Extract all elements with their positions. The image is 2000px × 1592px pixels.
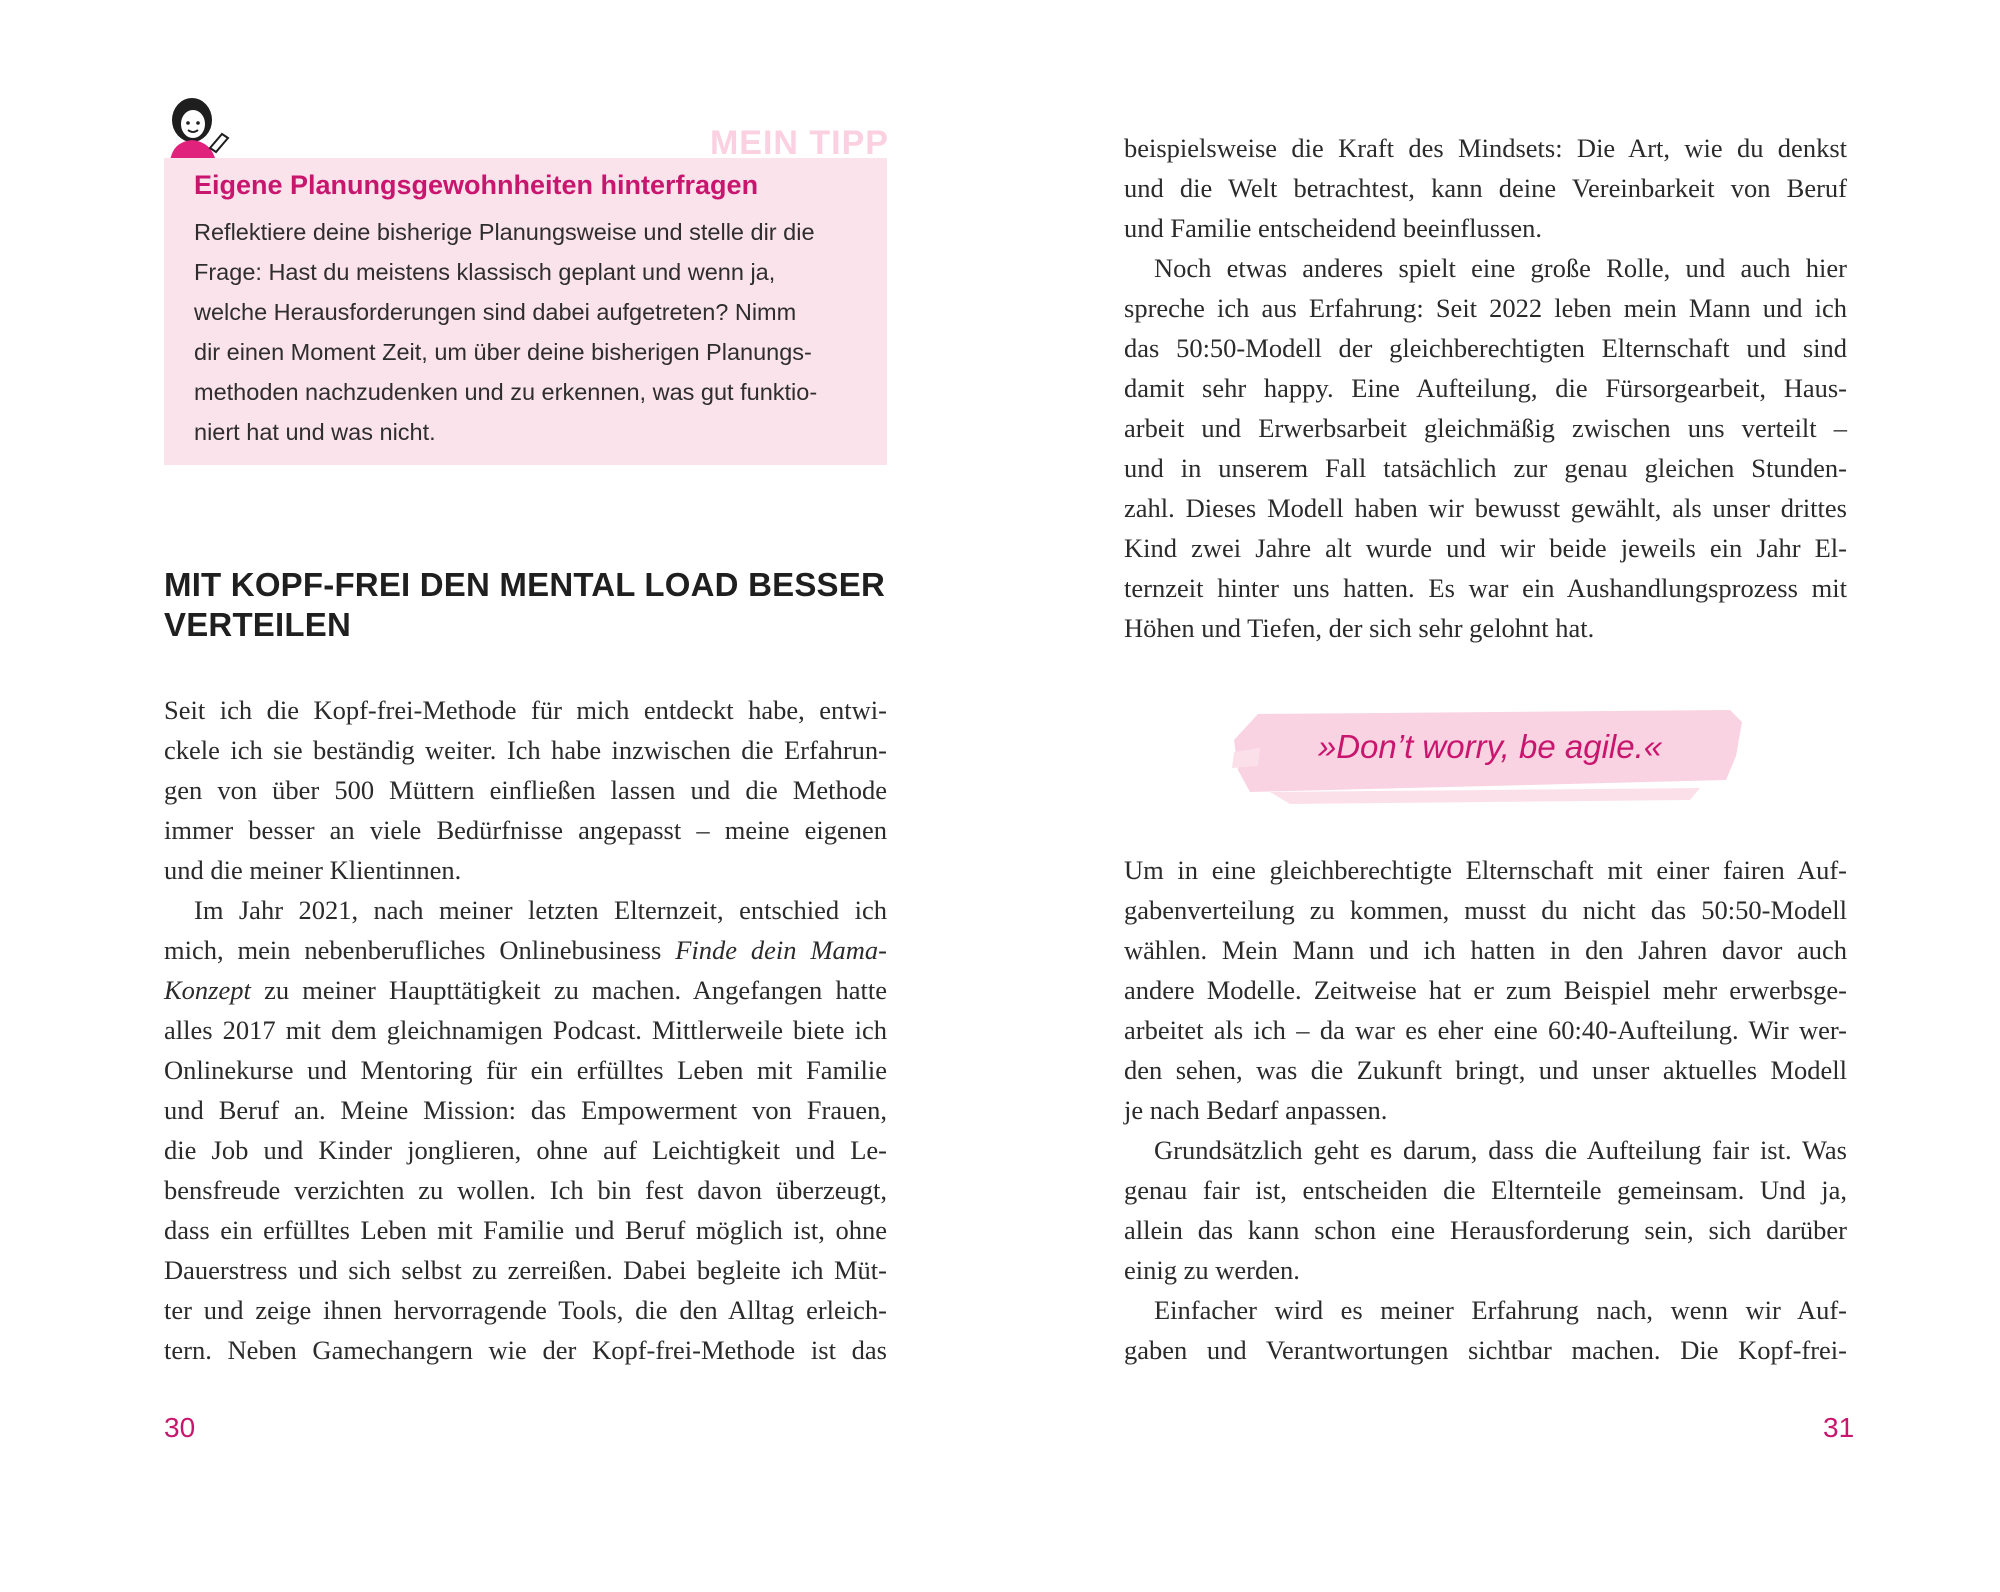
tip-body (194, 212, 854, 452)
body-line: gen von über 500 Müttern einfließen lassen und die Methode (164, 775, 887, 805)
body-line: allein das kann schon eine Herausforderung sein, sich darüber (1124, 1215, 1847, 1245)
body-line: je nach Bedarf anpassen. (1124, 1095, 1388, 1125)
tip-box (164, 124, 889, 465)
body-line: Noch etwas anderes spielt eine große Rolle, und auch hier (1154, 253, 1847, 283)
tip-line: Frage: Hast du meistens klassisch geplant und wenn ja, (194, 259, 776, 285)
body-line: arbeit und Erwerbsarbeit gleichmäßig zwischen uns verteilt – (1124, 413, 1847, 443)
right-body-text-bottom (1124, 850, 1847, 1370)
left-body-text (164, 690, 887, 1370)
body-line: das 50:50-Modell der gleichberechtigten Elternschaft und sind (1124, 333, 1847, 363)
pull-quote (1230, 700, 1750, 810)
body-line: damit sehr happy. Eine Aufteilung, die Fürsorgearbeit, Haus- (1124, 373, 1847, 403)
heading-line: VERTEILEN (164, 606, 351, 643)
body-line: und die meiner Klientinnen. (164, 855, 462, 885)
body-line: beispielsweise die Kraft des Mindsets: Die Art, wie du denkst (1124, 133, 1847, 163)
body-line: die Job und Kinder jonglieren, ohne auf Leichtigkeit und Le- (164, 1135, 887, 1165)
body-line: gaben und Verantwortungen sichtbar machen. Die Kopf-frei- (1124, 1335, 1847, 1365)
body-line: tern. Neben Gamechangern wie der Kopf-frei-Methode ist das (164, 1335, 887, 1365)
page-number: 31 (1823, 1412, 1855, 1443)
tip-header: MEIN TIPP (709, 124, 889, 162)
quote-text: »Don’t worry, be agile.« (1317, 728, 1663, 765)
body-line: und in unserem Fall tatsächlich zur genau gleichen Stunden- (1124, 453, 1847, 483)
body-line: den sehen, was die Zukunft bringt, und unser aktuelles Modell (1124, 1055, 1847, 1085)
body-line: Seit ich die Kopf-frei-Methode für mich entdeckt habe, entwi- (164, 695, 887, 725)
body-line: ter und zeige ihnen hervorragende Tools, die den Alltag erleich- (164, 1295, 887, 1325)
page-number: 30 (164, 1412, 196, 1443)
tip-line: Reflektiere deine bisherige Planungsweise und stelle dir die (194, 219, 815, 245)
heading-line: MIT KOPF-FREI DEN MENTAL LOAD BESSER (164, 566, 885, 603)
body-line: einig zu werden. (1124, 1255, 1300, 1285)
body-line: Im Jahr 2021, nach meiner letzten Elternzeit, entschied ich (194, 895, 887, 925)
body-line: alles 2017 mit dem gleichnamigen Podcast. Mittlerweile biete ich (164, 1015, 887, 1045)
woman-avatar-icon (162, 90, 234, 162)
body-line: und Beruf an. Meine Mission: das Empowerment von Frauen, (164, 1095, 887, 1125)
body-line: dass ein erfülltes Leben mit Familie und Beruf möglich ist, ohne (164, 1215, 887, 1245)
body-line: wählen. Mein Mann und ich hatten in den Jahren davor auch (1124, 935, 1847, 965)
tip-title: Eigene Planungsgewohnheiten hinterfragen (194, 170, 759, 200)
book-title-emphasis: Finde dein Mama- (675, 935, 887, 965)
body-line: Dauerstress und sich selbst zu zerreißen. Dabei begleite ich Müt- (164, 1255, 887, 1285)
body-line: Onlinekurse und Mentoring für ein erfülltes Leben mit Familie (164, 1055, 887, 1085)
body-line: Um in eine gleichberechtigte Elternschaft mit einer fairen Auf- (1124, 855, 1847, 885)
tip-line: niert hat und was nicht. (194, 419, 436, 445)
body-line: bensfreude verzichten zu wollen. Ich bin fest davon überzeugt, (164, 1175, 887, 1205)
body-line: arbeitet als ich – da war es eher eine 60:40-Aufteilung. Wir wer- (1124, 1015, 1847, 1045)
tip-line: welche Herausforderungen sind dabei aufgetreten? Nimm (194, 299, 797, 325)
body-line: andere Modelle. Zeitweise hat er zum Beispiel mehr erwerbsge- (1124, 975, 1847, 1005)
body-line: spreche ich aus Erfahrung: Seit 2022 leben mein Mann und ich (1124, 293, 1847, 323)
body-line: Höhen und Tiefen, der sich sehr gelohnt hat. (1124, 613, 1595, 643)
body-line: ckele ich sie beständig weiter. Ich habe inzwischen die Erfahrun- (164, 735, 887, 765)
body-line (164, 930, 887, 970)
body-line: und die Welt betrachtest, kann deine Vereinbarkeit von Beruf (1124, 173, 1847, 203)
book-title-emphasis: Konzept (164, 975, 251, 1005)
section-heading (164, 565, 904, 645)
body-text-run: zu meiner Haupttätigkeit zu machen. Angefangen hatte (250, 975, 887, 1005)
body-line: genau fair ist, entscheiden die Elternteile gemeinsam. Und ja, (1124, 1175, 1847, 1205)
body-line (164, 970, 887, 1010)
tip-line: methoden nachzudenken und zu erkennen, was gut funktio- (194, 379, 818, 405)
body-line: Grundsätzlich geht es darum, dass die Aufteilung fair ist. Was (1154, 1135, 1847, 1165)
body-line: immer besser an viele Bedürfnisse angepasst – meine eigenen (164, 815, 887, 845)
right-body-text-top (1124, 128, 1847, 648)
body-line: Kind zwei Jahre alt wurde und wir beide jeweils ein Jahr El- (1124, 533, 1847, 563)
body-line: zahl. Dieses Modell haben wir bewusst gewählt, als unser drittes (1124, 493, 1847, 523)
body-text-run: mich, mein nebenberufliches Onlinebusiness (164, 935, 676, 965)
tip-line: dir einen Moment Zeit, um über deine bisherigen Planungs- (194, 339, 812, 365)
body-line: und Familie entscheidend beeinflussen. (1124, 213, 1543, 243)
body-line: gabenverteilung zu kommen, musst du nicht das 50:50-Modell (1124, 895, 1847, 925)
body-line: ternzeit hinter uns hatten. Es war ein Aushandlungsprozess mit (1124, 573, 1847, 603)
body-line: Einfacher wird es meiner Erfahrung nach, wenn wir Auf- (1154, 1295, 1847, 1325)
